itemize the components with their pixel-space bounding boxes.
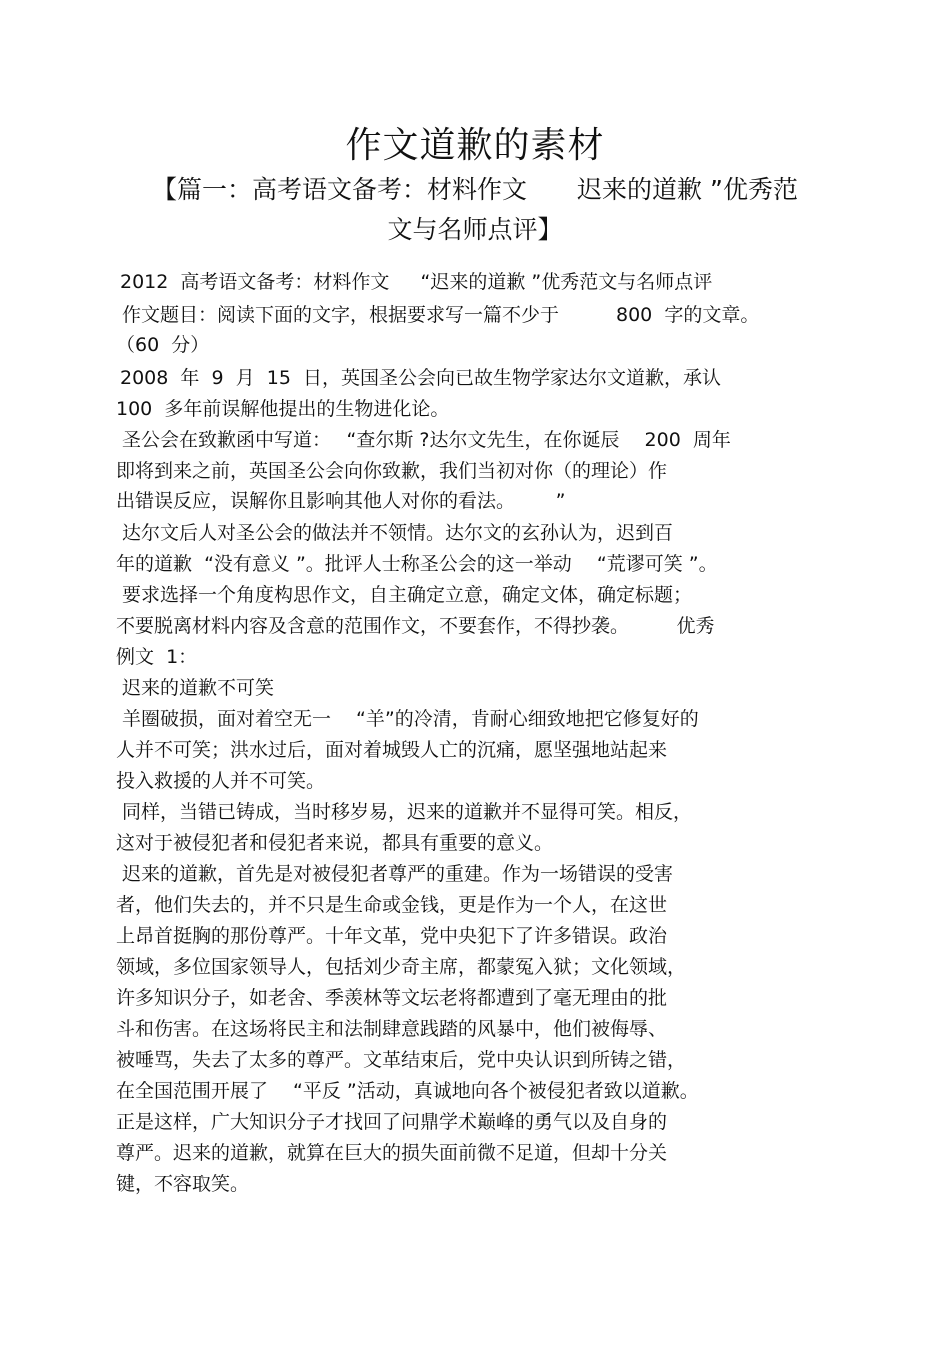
body-line: 投入救援的人并不可笑。 <box>116 770 326 792</box>
body-line: 被唾骂，失去了太多的尊严。文革结束后，党中央认识到所铸之错， <box>116 1049 687 1071</box>
body-line: （60 分） <box>116 334 210 356</box>
subtitle-line-2: 文与名师点评】 <box>387 215 563 244</box>
body-line: 羊圈破损，面对着空无一 “羊”的冷清，肯耐心细致地把它修复好的 <box>122 708 699 730</box>
body-line: 例文 1： <box>116 646 198 668</box>
body-line: 出错误反应，误解你且影响其他人对你的看法。 ” <box>116 490 566 512</box>
document-title: 作文道歉的素材 <box>345 125 605 166</box>
body-line: 许多知识分子，如老舍、季羡林等文坛老将都遭到了毫无理由的批 <box>116 987 668 1009</box>
body-line: 同样，当错已铸成，当时移岁易，迟来的道歉并不显得可笑。相反， <box>122 801 693 823</box>
body-line: 圣公会在致歉函中写道： “查尔斯 ?达尔文先生，在你诞辰 200 周年 <box>122 429 731 451</box>
body-line: 要求选择一个角度构思作文，自主确定立意，确定文体，确定标题； <box>122 584 693 606</box>
body-line: 人并不可笑；洪水过后，面对着城毁人亡的沉痛，愿坚强地站起来 <box>116 739 668 761</box>
body-line: 尊严。迟来的道歉，就算在巨大的损失面前微不足道，但却十分关 <box>116 1142 668 1164</box>
body-line: 领域，多位国家领导人，包括刘少奇主席，都蒙冤入狱；文化领域， <box>116 956 687 978</box>
document-subtitle <box>60 170 890 250</box>
body-line: 达尔文后人对圣公会的做法并不领情。达尔文的玄孙认为，迟到百 <box>122 522 674 544</box>
body-line: 100 多年前误解他提出的生物进化论。 <box>116 398 450 420</box>
subtitle-line-1: 【篇一：高考语文备考：材料作文 迟来的道歉 ”优秀范 <box>152 175 798 204</box>
body-line: 即将到来之前，英国圣公会向你致歉，我们当初对你（的理论）作 <box>116 460 668 482</box>
body-line: 在全国范围开展了 “平反 ”活动，真诚地向各个被侵犯者致以道歉。 <box>116 1080 699 1102</box>
body-line: 不要脱离材料内容及含意的范围作文，不要套作，不得抄袭。 优秀 <box>116 615 715 637</box>
body-line: 上昂首挺胸的那份尊严。十年文革，党中央犯下了许多错误。政治 <box>116 925 668 947</box>
body-line: 正是这样，广大知识分子才找回了问鼎学术巅峰的勇气以及自身的 <box>116 1111 668 1133</box>
body-line: 者，他们失去的，并不只是生命或金钱，更是作为一个人，在这世 <box>116 894 668 916</box>
body-line: 这对于被侵犯者和侵犯者来说，都具有重要的意义。 <box>116 832 554 854</box>
body-line: 键，不容取笑。 <box>116 1173 250 1195</box>
body-line: 2012 高考语文备考：材料作文 “迟来的道歉 ”优秀范文与名师点评 <box>120 271 713 293</box>
body-line: 斗和伤害。在这场将民主和法制肆意践踏的风暴中，他们被侮辱、 <box>116 1018 668 1040</box>
body-line: 作文题目：阅读下面的文字，根据要求写一篇不少于 800 字的文章。 <box>122 304 760 326</box>
body-line: 迟来的道歉不可笑 <box>122 677 275 699</box>
body-line: 2008 年 9 月 15 日，英国圣公会向已故生物学家达尔文道歉，承认 <box>120 367 722 389</box>
body-line: 迟来的道歉，首先是对被侵犯者尊严的重建。作为一场错误的受害 <box>122 863 674 885</box>
body-line: 年的道歉 “没有意义 ”。批评人士称圣公会的这一举动 “荒谬可笑 ”。 <box>116 553 718 575</box>
